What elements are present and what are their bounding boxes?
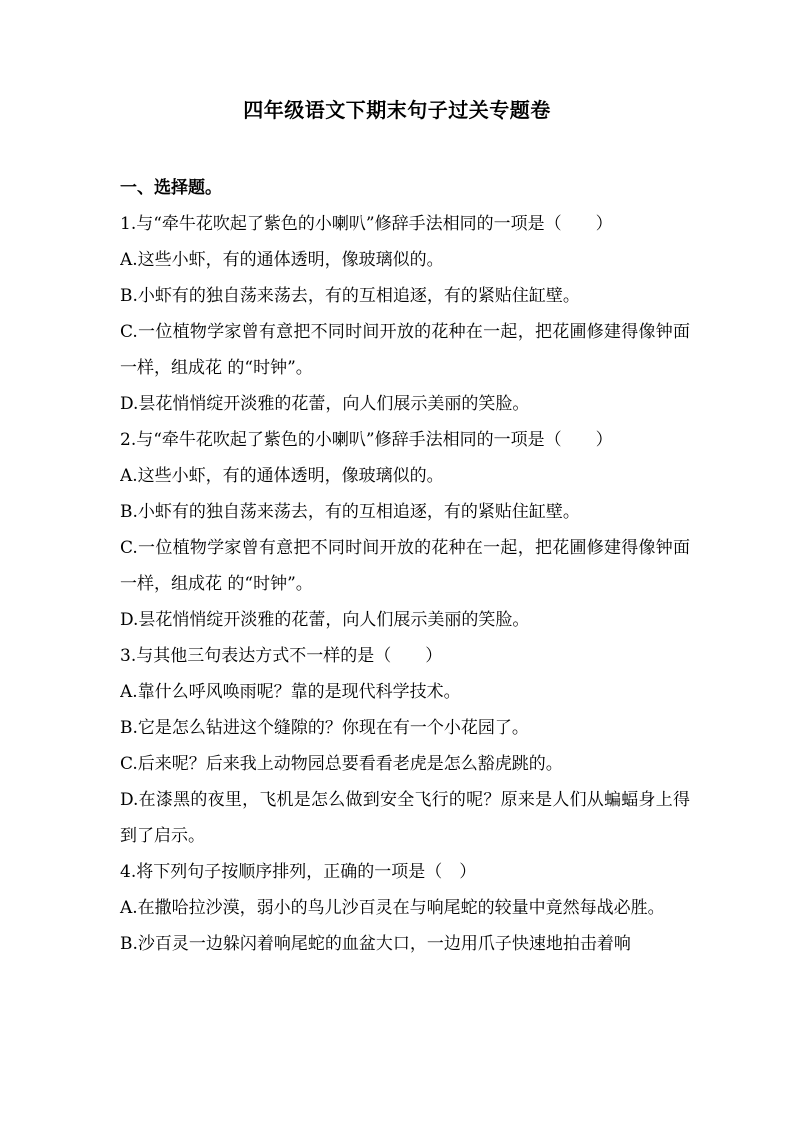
question-2-option-d: D.昙花悄悄绽开淡雅的花蕾，向人们展示美丽的笑脸。 (120, 610, 530, 630)
question-4-stem: 4.将下列句子按顺序排列，正确的一项是（ ） (120, 862, 477, 882)
question-2-option-a: A.这些小虾，有的通体透明，像玻璃似的。 (120, 466, 444, 486)
question-3-option-a: A.靠什么呼风唤雨呢？靠的是现代科学技术。 (120, 682, 461, 702)
question-2-option-b: B.小虾有的独自荡来荡去，有的互相追逐，有的紧贴住缸壁。 (120, 502, 580, 522)
document-body (120, 170, 690, 962)
question-2-option-c: C.一位植物学家曾有意把不同时间开放的花种在一起，把花圃修建得像钟面一样，组成花 的“时钟”。 (120, 538, 690, 594)
document-title: 四年级语文下期末句子过关专题卷 (243, 98, 551, 122)
question-4-option-b: B.沙百灵一边躲闪着响尾蛇的血盆大口，一边用爪子快速地拍击着响 (120, 934, 631, 954)
question-1-option-a: A.这些小虾，有的通体透明，像玻璃似的。 (120, 250, 444, 270)
question-3-option-c: C.后来呢？后来我上动物园总要看看老虎是怎么豁虎跳的。 (120, 754, 563, 774)
question-3-option-b: B.它是怎么钻进这个缝隙的？你现在有一个小花园了。 (120, 718, 529, 738)
section-heading: 一、选择题。 (120, 178, 222, 198)
question-3-option-d: D.在漆黑的夜里，飞机是怎么做到安全飞行的呢？原来是人们从蝙蝠身上得到了启示。 (120, 790, 690, 846)
question-2-stem: 2.与“牵牛花吹起了紫色的小喇叭”修辞手法相同的一项是（ ） (120, 430, 613, 450)
question-1-stem: 1.与“牵牛花吹起了紫色的小喇叭”修辞手法相同的一项是（ ） (120, 214, 613, 234)
question-1-option-b: B.小虾有的独自荡来荡去，有的互相追逐，有的紧贴住缸壁。 (120, 286, 580, 306)
question-4-option-a: A.在撒哈拉沙漠，弱小的鸟儿沙百灵在与响尾蛇的较量中竟然每战必胜。 (120, 898, 665, 918)
question-1-option-d: D.昙花悄悄绽开淡雅的花蕾，向人们展示美丽的笑脸。 (120, 394, 530, 414)
question-3-stem: 3.与其他三句表达方式不一样的是（ ） (120, 646, 443, 666)
question-1-option-c: C.一位植物学家曾有意把不同时间开放的花种在一起，把花圃修建得像钟面一样，组成花 的“时钟”。 (120, 322, 690, 378)
